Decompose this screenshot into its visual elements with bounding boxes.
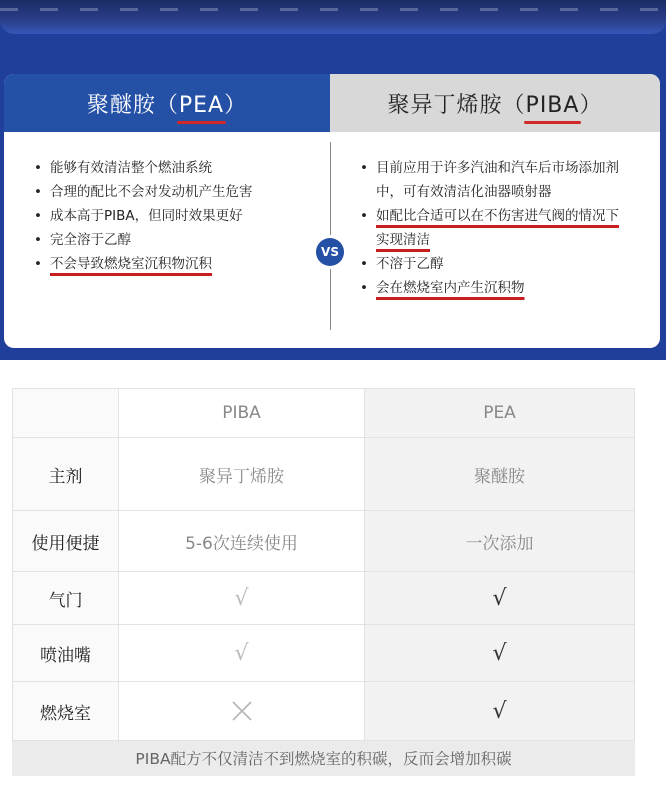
piba-header <box>330 74 660 132</box>
row-label: 燃烧室 <box>13 682 119 741</box>
table-cell-pea <box>365 682 635 741</box>
list-item-highlighted: • 不会导致燃烧室沉积物沉积 <box>34 252 314 276</box>
table-cell-pea <box>365 572 635 625</box>
list-item-highlighted: • 如配比合适可以在不伤害进气阀的情况下实现清洁 <box>360 204 628 252</box>
table-row <box>13 511 635 572</box>
table-cell-pea <box>365 625 635 682</box>
table-cell-pea: 一次添加 <box>365 511 635 572</box>
piba-feature-list <box>360 156 628 300</box>
list-item-highlighted: • 会在燃烧室内产生沉积物 <box>360 276 628 300</box>
table-cell-piba: 聚异丁烯胺 <box>119 438 365 511</box>
comparison-panel <box>0 0 666 360</box>
table-footnote-row <box>13 741 635 776</box>
list-item: • 目前应用于许多汽油和汽车后市场添加剂中，可有效清洁化油器喷射器 <box>360 156 628 204</box>
check-mark-icon: √ <box>492 640 507 666</box>
pea-feature-list <box>34 156 314 276</box>
list-item: • 完全溶于乙醇 <box>34 228 314 252</box>
list-item: • 能够有效清洁整个燃油系统 <box>34 156 314 180</box>
comparison-card <box>4 74 660 348</box>
list-item: • 不溶于乙醇 <box>360 252 628 276</box>
table-corner-cell <box>13 389 119 438</box>
check-mark-icon: √ <box>234 585 249 611</box>
table-row <box>13 625 635 682</box>
table-cell-pea: 聚醚胺 <box>365 438 635 511</box>
vs-badge: VS <box>316 238 344 266</box>
table-cell-piba <box>119 572 365 625</box>
pea-title: 聚醚胺（PEA） <box>86 92 248 118</box>
pea-abbr: PEA <box>178 92 225 118</box>
table-row <box>13 682 635 741</box>
check-mark-icon: √ <box>492 585 507 611</box>
table-cell-piba: 5-6次连续使用 <box>119 511 365 572</box>
piba-abbr: PIBA <box>525 92 580 118</box>
table-cell-piba <box>119 682 365 741</box>
table-header-row <box>13 389 635 438</box>
table-footnote: PIBA配方不仅清洁不到燃烧室的积碳，反而会增加积碳 <box>13 741 635 776</box>
check-mark-icon: √ <box>492 698 507 724</box>
check-mark-icon: √ <box>234 640 249 666</box>
top-banner-image <box>0 0 666 34</box>
table-row <box>13 438 635 511</box>
column-header-piba: PIBA <box>119 389 365 438</box>
row-label: 使用便捷 <box>13 511 119 572</box>
piba-title: 聚异丁烯胺（PIBA） <box>387 92 603 118</box>
pea-header <box>4 74 330 132</box>
column-header-pea: PEA <box>365 389 635 438</box>
row-label: 喷油嘴 <box>13 625 119 682</box>
table-cell-piba <box>119 625 365 682</box>
row-label: 主剂 <box>13 438 119 511</box>
vertical-divider <box>330 142 331 330</box>
list-item: • 成本高于PIBA，但同时效果更好 <box>34 204 314 228</box>
row-label: 气门 <box>13 572 119 625</box>
list-item: • 合理的配比不会对发动机产生危害 <box>34 180 314 204</box>
cross-mark-icon <box>230 699 254 723</box>
comparison-table <box>12 388 635 776</box>
table-row <box>13 572 635 625</box>
